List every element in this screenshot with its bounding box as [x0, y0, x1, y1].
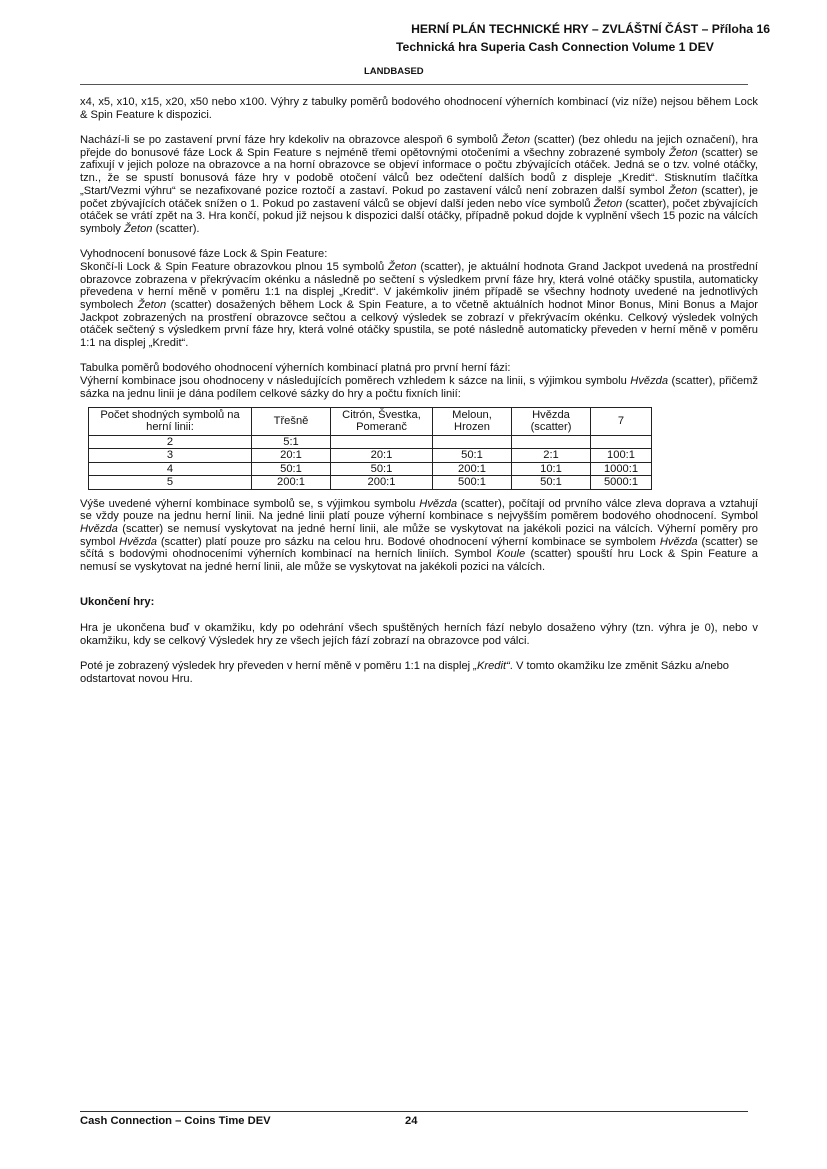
paytable-header-cell: Meloun, Hrozen [433, 407, 512, 435]
paytable-cell: 20:1 [331, 449, 433, 463]
paragraph-evaluation-title: Vyhodnocení bonusové fáze Lock & Spin Feature: [80, 248, 328, 261]
footer-divider [80, 1111, 748, 1112]
paragraph-paytable-title: Tabulka poměrů bodového ohodnocení výherních kombinací platná pro první herní fázi: [80, 362, 511, 375]
document-body [80, 96, 758, 698]
paragraph-credit-transfer: Poté je zobrazený výsledek hry převeden v herní měně v poměru 1:1 na displej „Kredit“. V tomto okamžiku lze změnit Sázku a/nebo odstartovat novou Hru. [80, 660, 729, 686]
paytable-cell [331, 435, 433, 449]
paytable-cell: 5:1 [252, 435, 331, 449]
paytable-row [89, 435, 652, 449]
paytable-cell: 200:1 [433, 462, 512, 476]
paytable-header-cell: Počet shodných symbolů na herní linii: [89, 407, 252, 435]
paytable-cell [512, 435, 591, 449]
paytable-header-cell: Třešně [252, 407, 331, 435]
section-title-game-end: Ukončení hry: [80, 595, 155, 608]
paytable-cell: 5 [89, 476, 252, 490]
paytable-cell: 50:1 [512, 476, 591, 490]
header-divider [80, 84, 748, 85]
paytable-header-cell: Hvězda (scatter) [512, 407, 591, 435]
header-category: LANDBASED [364, 66, 424, 77]
paytable-header-row [89, 407, 652, 435]
paytable-cell [433, 435, 512, 449]
paytable-cell: 1000:1 [591, 462, 652, 476]
paytable-cell: 2 [89, 435, 252, 449]
paytable-header-cell: 7 [591, 407, 652, 435]
paytable-row [89, 462, 652, 476]
paytable-cell: 5000:1 [591, 476, 652, 490]
paytable-cell: 10:1 [512, 462, 591, 476]
paragraph-lock-spin-trigger: Nachází-li se po zastavení první fáze hry kdekoliv na obrazovce alespoň 6 symbolů Žeton (scatter) (bez ohledu na jejich označení), hra přejde do bonusové fáze Lock & Spin Feature s nejméně třemi opětovnými otočeními a všechny zobrazené symboly Žeton (scatter) se zafixují v jejich poloze na obrazovce a na horní obrazovce se objeví informace o počtu zbývajících otáček. Jedná se o tzv. volné otáčky, tzn., že se spustí bonusová fáze hry v podobě otočení válců bez odečtení dalších bodů z displeje „Kredit“. Stisknutím tlačítka „Start/Vezmi výhru“ se nezafixované pozice roztočí a zastaví. Pokud po zastavení válců není zobrazen další symbol Žeton (scatter), je počet zbývajících otáček snížen o 1. Pokud po zastavení válců se objeví další jeden nebo více symbolů Žeton (scatter), počet zbývajících otáček se vrátí zpět na 3. Hra končí, pokud již nejsou k dispozici další otáčky, případně pokud dojde k vyplnění všech 15 pozic na válcích symboly Žeton (scatter). [80, 134, 759, 235]
paytable-row [89, 476, 652, 490]
paragraph-combinations-rules: Výše uvedené výherní kombinace symbolů se, s výjimkou symbolu Hvězda (scatter), počítají od prvního válce zleva doprava a vztahují se vždy pouze na jednu herní linii. Na jedné linii platí pouze výherní kombinace s nejvyšším poměrem bodového ohodnocení. Symbol Hvězda (scatter) se nemusí vyskytovat na jedné herní linii, ale může se vyskytovat na jakékoli pozici na válcích. Výherní poměry pro symbol Hvězda (scatter) platí pouze pro sázku na celou hru. Bodové ohodnocení výherní kombinace se symbolem Hvězda (scatter) se sčítá s bodovými ohodnoceními výherních kombinací na herních liniích. Symbol Koule (scatter) spouští hru Lock & Spin Feature a nemusí se vyskytovat na jedné herní linii, ale může se vyskytovat na jakékoli pozici na válcích. [80, 497, 758, 574]
page-number: 24 [405, 1115, 418, 1127]
paragraph-evaluation: Skončí-li Lock & Spin Feature obrazovkou plnou 15 symbolů Žeton (scatter), je aktuální hodnota Grand Jackpot uvedená na prostřední obrazovce zobrazena v překrývacím okénku a následně po sečtení s výsledkem první fáze hry, která volné otáčky spustila, automaticky převedena v herní měně v poměru 1:1 na displej „Kredit“. V jakémkoliv jiném případě se všechny hodnoty uvedené na jednotlivých symbolech Žeton (scatter) dosažených během Lock & Spin Feature, a to včetně aktuálních hodnot Minor Bonus, Mini Bonus a Major Jackpot zobrazených na prostření obrazovce sečtou a celkový výsledek se zobrazí v překrývacím okénku. Celkový výsledek volných otáček sečtený s výsledkem první fáze hry, která volné otáčky spustila, se poté následně automaticky převeden v herní měně v poměru 1:1 na displej „Kredit“. [80, 260, 758, 350]
paragraph-paytable-intro: Výherní kombinace jsou ohodnoceny v následujících poměrech vzhledem k sázce na linii, s výjimkou symbolu Hvězda (scatter), přičemž sázka na jednu linii je dána podílem celkové sázky do hry a počtu fixních linií: [80, 375, 758, 400]
paytable-cell: 2:1 [512, 449, 591, 463]
paragraph-multipliers: x4, x5, x10, x15, x20, x50 nebo x100. Výhry z tabulky poměrů bodového ohodnocení výherních kombinací (viz níže) nejsou během Lock & Spin Feature k dispozici. [80, 96, 758, 121]
paytable-cell: 50:1 [433, 449, 512, 463]
paytable-cell: 3 [89, 449, 252, 463]
paragraph-game-end: Hra je ukončena buď v okamžiku, kdy po odehrání všech spuštěných herních fází nebylo dosaženo výhry (tzn. výhra je 0), nebo v okamžiku, kdy se celkový Výsledek hry ze všech jejích fází zobrazí na obrazovce pod válci. [80, 622, 758, 648]
paytable-cell: 50:1 [331, 462, 433, 476]
header-title: HERNÍ PLÁN TECHNICKÉ HRY – ZVLÁŠTNÍ ČÁST – Příloha 16 [411, 22, 770, 36]
header-subtitle: Technická hra Superia Cash Connection Volume 1 DEV [396, 40, 714, 54]
paytable-cell: 4 [89, 462, 252, 476]
footer-title: Cash Connection – Coins Time DEV [80, 1115, 271, 1127]
paytable-cell: 200:1 [252, 476, 331, 490]
paytable [88, 407, 652, 490]
paytable-cell: 500:1 [433, 476, 512, 490]
paytable-cell: 50:1 [252, 462, 331, 476]
paytable-cell: 20:1 [252, 449, 331, 463]
paytable-cell: 100:1 [591, 449, 652, 463]
paytable-cell [591, 435, 652, 449]
paytable-row [89, 449, 652, 463]
paytable-cell: 200:1 [331, 476, 433, 490]
paytable-header-cell: Citrón, Švestka, Pomeranč [331, 407, 433, 435]
